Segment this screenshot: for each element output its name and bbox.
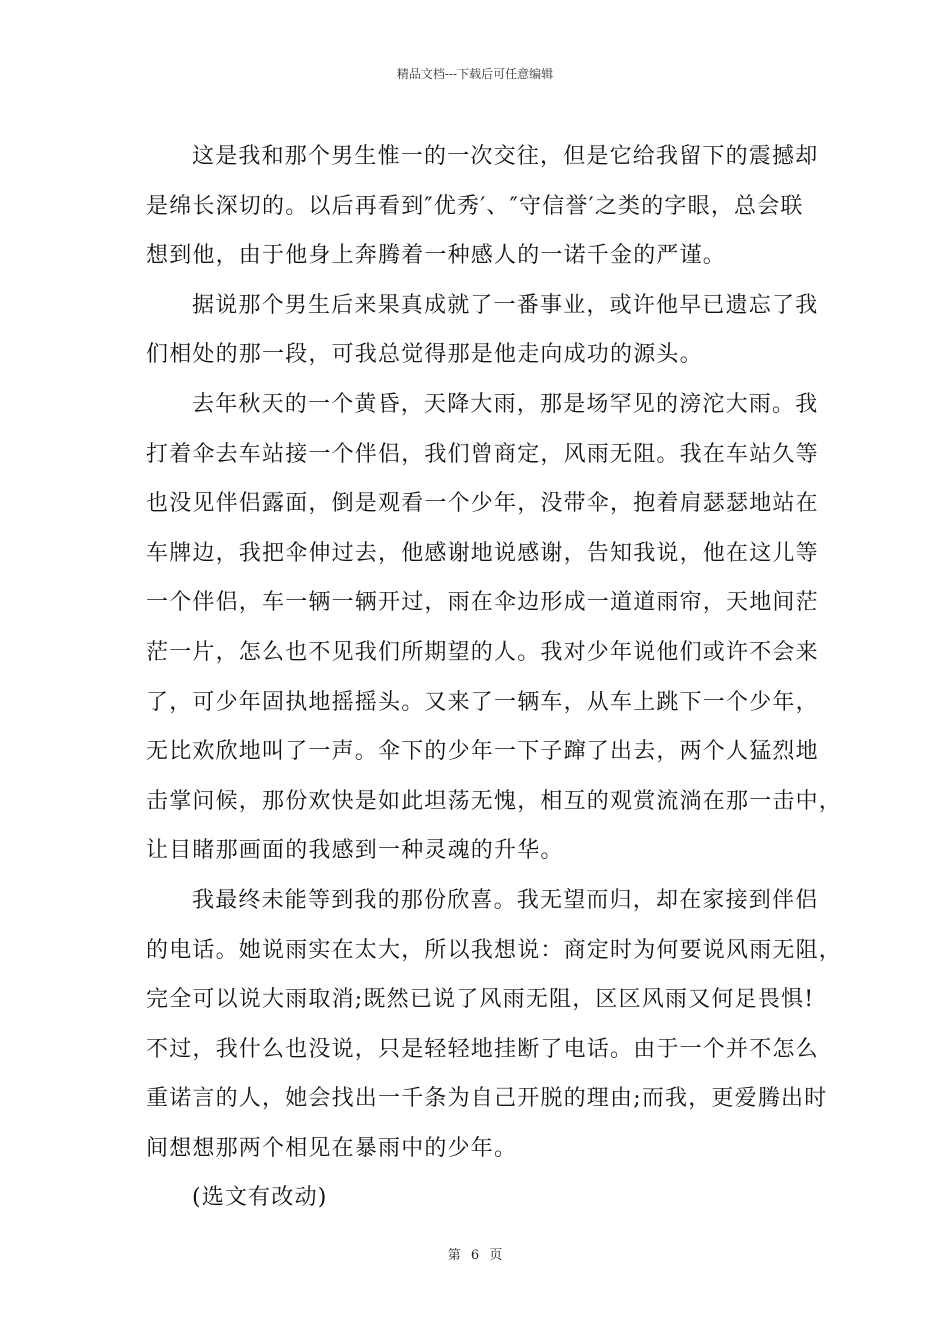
text-line: 去年秋天的一个黄昏，天降大雨，那是场罕见的滂沱大雨。我: [192, 391, 819, 417]
text-line: 们相处的那一段，可我总觉得那是他走向成功的源头。: [146, 342, 703, 368]
text-line: 茫一片，怎么也不见我们所期望的人。我对少年说他们或许不会来: [146, 639, 819, 665]
text-line: 这是我和那个男生惟一的一次交往，但是它给我留下的震撼却: [192, 144, 819, 169]
text-line: 车牌边，我把伞伸过去，他感谢地说感谢，告知我说，他在这儿等: [146, 540, 819, 566]
text-line: 据说那个男生后来果真成就了一番事业，或许他早已遗忘了我: [192, 292, 819, 318]
text-line: 打着伞去车站接一个伴侣，我们曾商定，风雨无阻。我在车站久等: [146, 441, 819, 467]
text-line: 不过，我什么也没说，只是轻轻地挂断了电话。由于一个并不怎么: [146, 1036, 819, 1062]
footer-prefix: 第: [447, 1248, 461, 1263]
page-header: [0, 66, 950, 82]
text-line: 让目睹那画面的我感到一种灵魂的升华。: [146, 838, 564, 864]
source-note: [146, 1173, 814, 1223]
paragraph-4: [146, 876, 843, 1174]
paragraph-1: [146, 132, 819, 281]
text-line: 间想想那两个相见在暴雨中的少年。: [146, 1135, 518, 1161]
text-line: 完全可以说大雨取消;既然已说了风雨无阻，区区风雨又何足畏惧!: [146, 987, 815, 1013]
document-body: [146, 132, 843, 1223]
text-line: 一个伴侣，车一辆一辆开过，雨在伞边形成一道道雨帘，天地间茫: [146, 590, 819, 616]
text-line: (选文有改动): [192, 1185, 328, 1211]
text-line: 重诺言的人，她会找出一千条为自己开脱的理由;而我，更爱腾出时: [146, 1086, 828, 1112]
text-line: 是绵长深切的。以后再看到″优秀′、″守信誉′之类的字眼，总会联: [146, 193, 804, 219]
paragraph-3: [146, 380, 843, 876]
header-text: 精品文档---下载后可任意编辑: [396, 67, 554, 81]
page-number: 6: [470, 1248, 480, 1263]
text-line: 无比欢欣地叫了一声。伞下的少年一下子蹿了出去，两个人猛烈地: [146, 739, 819, 765]
footer-suffix: 页: [489, 1248, 503, 1263]
text-line: 也没见伴侣露面，倒是观看一个少年，没带伞，抱着肩瑟瑟地站在: [146, 491, 819, 517]
page-footer: [0, 1247, 950, 1265]
text-line: 的电话。她说雨实在太大，所以我想说：商定时为何要说风雨无阻，: [146, 937, 843, 963]
paragraph-2: [146, 281, 819, 380]
text-line: 想到他，由于他身上奔腾着一种感人的一诺千金的严谨。: [146, 243, 727, 269]
text-line: 了，可少年固执地摇摇头。又来了一辆车，从车上跳下一个少年，: [146, 689, 819, 715]
text-line: 我最终未能等到我的那份欣喜。我无望而归，却在家接到伴侣: [192, 887, 819, 913]
text-line: 击掌问候，那份欢快是如此坦荡无愧，相互的观赏流淌在那一击中，: [146, 788, 843, 814]
